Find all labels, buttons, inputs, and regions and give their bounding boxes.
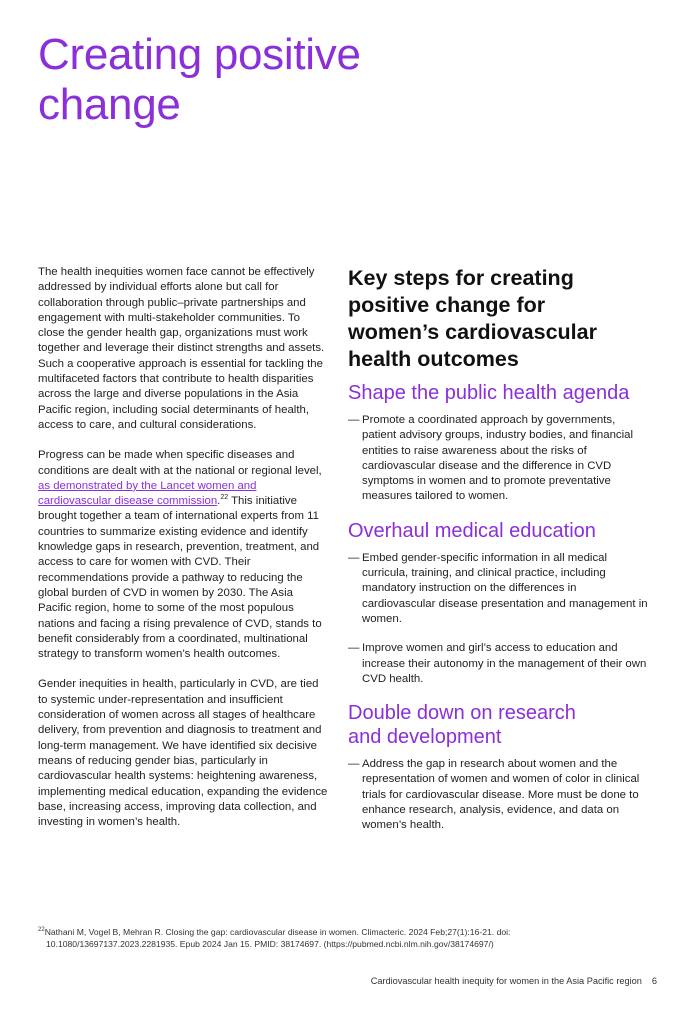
section-public-health-agenda xyxy=(348,381,648,505)
body-paragraph-2 xyxy=(38,448,328,662)
bullet-item xyxy=(348,413,648,505)
footnote-number: 22 xyxy=(38,927,45,934)
page-title xyxy=(38,30,458,130)
key-steps-heading-line-2: positive change for xyxy=(348,293,546,317)
footnote xyxy=(38,926,658,950)
bullet-text: Embed gender-specific information in all medical curricula, training, and clinical practice, including mandatory instruction on the differences in cardiovascular disease presentation and management in women. xyxy=(362,551,648,625)
section-heading-medical-education: Overhaul medical education xyxy=(348,519,596,542)
bullet-item xyxy=(348,757,648,833)
em-dash-marker: — xyxy=(348,642,360,655)
page-footer xyxy=(371,976,657,986)
footnote-line-2: 10.1080/13697137.2023.2281935. Epub 2024 Jan 15. PMID: 38174697. (https://pubmed.ncbi.nlm.nih.gov/38174697/) xyxy=(46,939,494,949)
page-number: 6 xyxy=(651,976,657,986)
running-title: Cardiovascular health inequity for women in the Asia Pacific region xyxy=(370,976,642,986)
bullet-text: Promote a coordinated approach by governments, patient advisory groups, industry bodies, and financial entities to raise awareness about the risks of cardiovascular disease and the difference in CVD symptoms in women and to promote preventative measures tailored to women. xyxy=(362,414,634,503)
page-title-line-1: Creating positive xyxy=(38,30,361,79)
bullet-item xyxy=(348,641,648,687)
em-dash-marker: — xyxy=(348,551,360,564)
paragraph-2-text-end: This initiative brought together a team of international experts from 11 countries to summarize existing evidence and identify knowledge gaps in research, prevention, treatment, and access to care for women with CVD. Their recommendations provide a pathway to reducing the global burden of CVD in women by 2030. The Asia Pacific region, home to some of the most populous nations and facing a rising prevalence of CVD, stands to benefit considerably from a coordinated, multinational strategy to transform women’s health outcomes. xyxy=(38,495,322,661)
bullet-text: Improve women and girl’s access to education and increase their autonomy in the management of their own CVD health. xyxy=(362,642,647,685)
em-dash-marker: — xyxy=(348,414,360,426)
bullet-text: Address the gap in research about women and the representation of women and women of color in clinical trials for cardiovascular disease. More must be done to enhance research, analysis, evidence, and data on women’s health. xyxy=(362,758,640,832)
page-title-line-2: change xyxy=(38,80,181,129)
key-steps-heading-line-4: health outcomes xyxy=(348,347,519,371)
lancet-commission-link[interactable]: as demonstrated by the Lancet women and cardiovascular disease commission xyxy=(38,479,257,508)
em-dash-marker: — xyxy=(348,758,360,771)
key-steps-heading xyxy=(348,265,648,373)
section-medical-education xyxy=(348,519,648,687)
section-heading-line-2: and development xyxy=(348,726,502,749)
section-research-development xyxy=(348,701,648,833)
section-heading-research-development xyxy=(348,701,648,749)
section-heading-line-1: Double down on research xyxy=(348,702,576,725)
footnote-line-1: Nathani M, Vogel B, Mehran R. Closing the gap: cardiovascular disease in women. Climacteric. 2024 Feb;27(1):16-21. doi: xyxy=(44,927,511,937)
paragraph-2-period: . xyxy=(217,495,221,508)
body-paragraph-3: Gender inequities in health, particularly in CVD, are tied to systemic under-representation and insufficient consideration of women across all stages of healthcare delivery, from prevention and diagnosis to treatment and long-term management. We have identified six decisive means of reducing gender bias, particularly in cardiovascular health systems: heightening awareness, implementing medical education, expanding the evidence base, increasing access, improving data collection, and investing in women’s health. xyxy=(38,678,328,829)
footnote-reference-22: 22 xyxy=(220,494,229,502)
paragraph-2-text-start: Progress can be made when specific diseases and conditions are dealt with at the national or regional level, xyxy=(38,449,322,477)
section-heading-public-health-agenda: Shape the public health agenda xyxy=(348,382,630,404)
key-steps-column xyxy=(348,265,648,848)
bullet-item xyxy=(348,551,648,627)
key-steps-heading-line-3: women’s cardiovascular xyxy=(348,320,597,344)
left-column xyxy=(38,265,328,845)
body-paragraph-1: The health inequities women face cannot be effectively addressed by individual efforts alone but call for collaboration through public–private partnerships and engagement with multi-stakeholder communities. To close the gender health gap, organizations must work together and leverage their distinct strengths and assets. Such a cooperative approach is essential for tackling the multifaceted factors that contribute to health disparities across the large and diverse populations in the Asia Pacific region, including social determinants of health, access to care, and cultural considerations. xyxy=(38,266,325,431)
key-steps-heading-line-1: Key steps for creating xyxy=(348,266,574,290)
